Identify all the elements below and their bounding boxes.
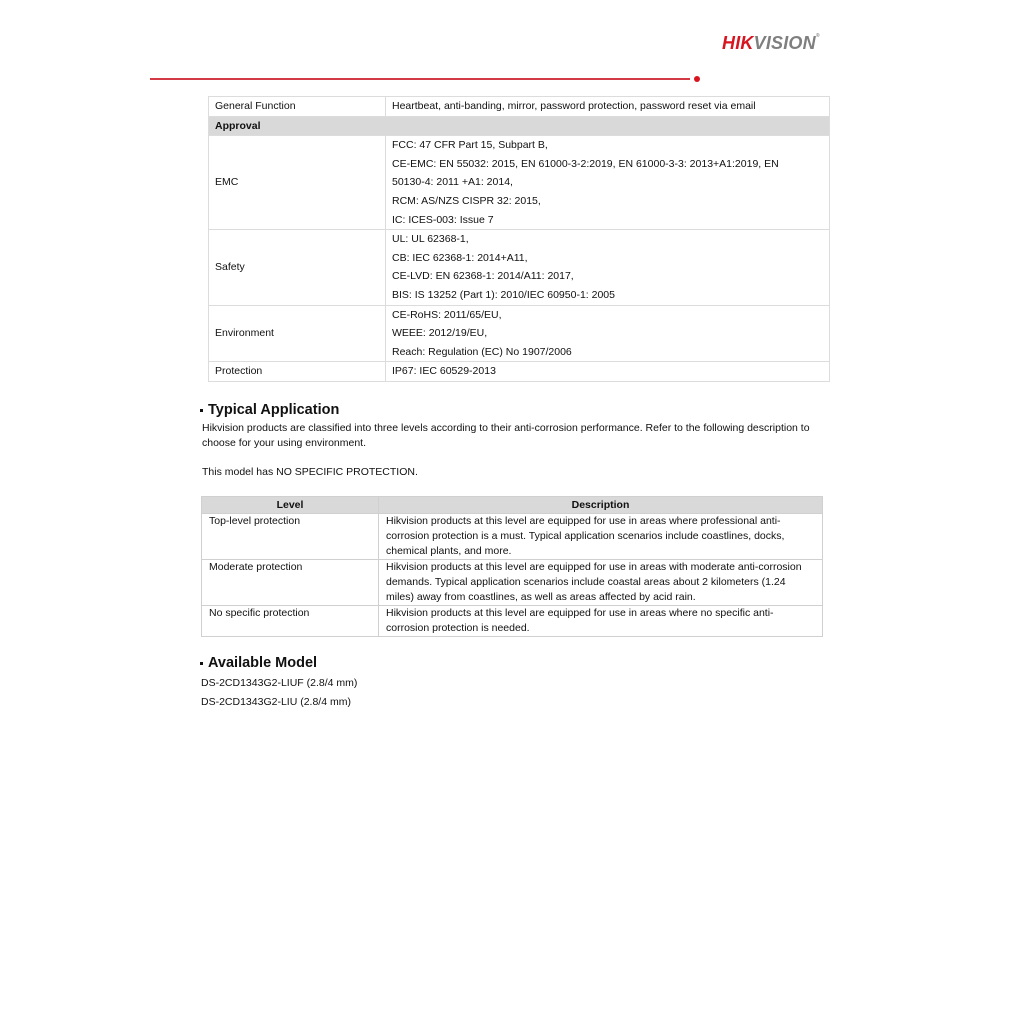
spec-value-line: CE-EMC: EN 55032: 2015, EN 61000-3-2:2019, EN 61000-3-3: 2013+A1:2019, EN <box>392 157 779 170</box>
description-cell: Hikvision products at this level are equipped for use in areas where professional anti-corrosion protection is a must. Typical application scenarios include coastlines, docks, chemical plants, and more. <box>379 514 823 560</box>
description-cell: Hikvision products at this level are equipped for use in areas with moderate anti-corrosion demands. Typical application scenarios include coastal areas about 2 kilometers (1.24 miles) away from coastlines, as well as areas affected by acid rain. <box>379 560 823 606</box>
hikvision-logo <box>722 33 820 54</box>
spec-value-line: IP67: IEC 60529-2013 <box>392 365 496 378</box>
table-header-row <box>202 497 823 514</box>
spec-value-line: FCC: 47 CFR Part 15, Subpart B, <box>392 139 548 152</box>
available-model-heading <box>200 655 317 671</box>
spec-table <box>208 96 830 382</box>
typical-application-heading <box>200 402 339 418</box>
table-row <box>202 514 823 560</box>
spec-value <box>386 97 830 117</box>
spec-key: Protection <box>209 362 386 382</box>
spec-value-line: UL: UL 62368-1, <box>392 233 469 246</box>
heading-text: Available Model <box>208 655 318 671</box>
model-protection-note: This model has NO SPECIFIC PROTECTION. <box>202 466 418 478</box>
header-divider <box>150 78 690 80</box>
spec-value-line: CE-LVD: EN 62368-1: 2014/A11: 2017, <box>392 270 574 283</box>
spec-key: Safety <box>209 230 386 305</box>
section-title: Approval <box>209 116 830 136</box>
spec-value <box>386 362 830 382</box>
spec-value-line: IC: ICES-003: Issue 7 <box>392 213 494 226</box>
level-cell: No specific protection <box>202 606 379 637</box>
spec-value-line: CB: IEC 62368-1: 2014+A11, <box>392 251 528 264</box>
table-row <box>202 606 823 637</box>
spec-value-line: BIS: IS 13252 (Part 1): 2010/IEC 60950-1: 2005 <box>392 288 615 301</box>
logo-part2: VISION <box>753 33 816 53</box>
registered-mark: ® <box>815 33 820 39</box>
spec-value-line: RCM: AS/NZS CISPR 32: 2015, <box>392 194 541 207</box>
heading-text: Typical Application <box>208 402 340 418</box>
table-row <box>202 560 823 606</box>
column-header-level: Level <box>202 497 379 514</box>
bullet-icon <box>200 662 203 665</box>
spec-value <box>386 305 830 362</box>
spec-value-line: WEEE: 2012/19/EU, <box>392 327 488 340</box>
spec-key: EMC <box>209 136 386 230</box>
column-header-description: Description <box>379 497 823 514</box>
spec-key: General Function <box>209 97 386 117</box>
protection-level-table <box>201 496 823 637</box>
table-row <box>209 305 830 362</box>
spec-value <box>386 230 830 305</box>
model-list <box>201 674 357 712</box>
spec-value-line: 50130-4: 2011 +A1: 2014, <box>392 176 513 189</box>
spec-key: Environment <box>209 305 386 362</box>
table-row <box>209 230 830 305</box>
table-row <box>209 97 830 117</box>
description-cell: Hikvision products at this level are equipped for use in areas where no specific anti-corrosion protection is needed. <box>379 606 823 637</box>
level-cell: Moderate protection <box>202 560 379 606</box>
logo-part1: HIK <box>722 33 754 53</box>
typical-application-intro: Hikvision products are classified into three levels according to their anti-corrosion performance. Refer to the following description to choose for your using environment. <box>202 422 810 449</box>
spec-value-line: Heartbeat, anti-banding, mirror, password protection, password reset via email <box>392 100 756 112</box>
table-row <box>209 136 830 230</box>
spec-value-line: Reach: Regulation (EC) No 1907/2006 <box>392 345 572 358</box>
spec-value <box>386 136 830 230</box>
table-row <box>209 362 830 382</box>
spec-value-line: CE-RoHS: 2011/65/EU, <box>392 308 502 321</box>
level-cell: Top-level protection <box>202 514 379 560</box>
model-item: DS-2CD1343G2-LIUF (2.8/4 mm) <box>201 677 358 689</box>
model-item: DS-2CD1343G2-LIU (2.8/4 mm) <box>201 696 351 708</box>
header-divider-dot <box>694 76 700 82</box>
section-row <box>209 116 830 136</box>
bullet-icon <box>200 409 203 412</box>
